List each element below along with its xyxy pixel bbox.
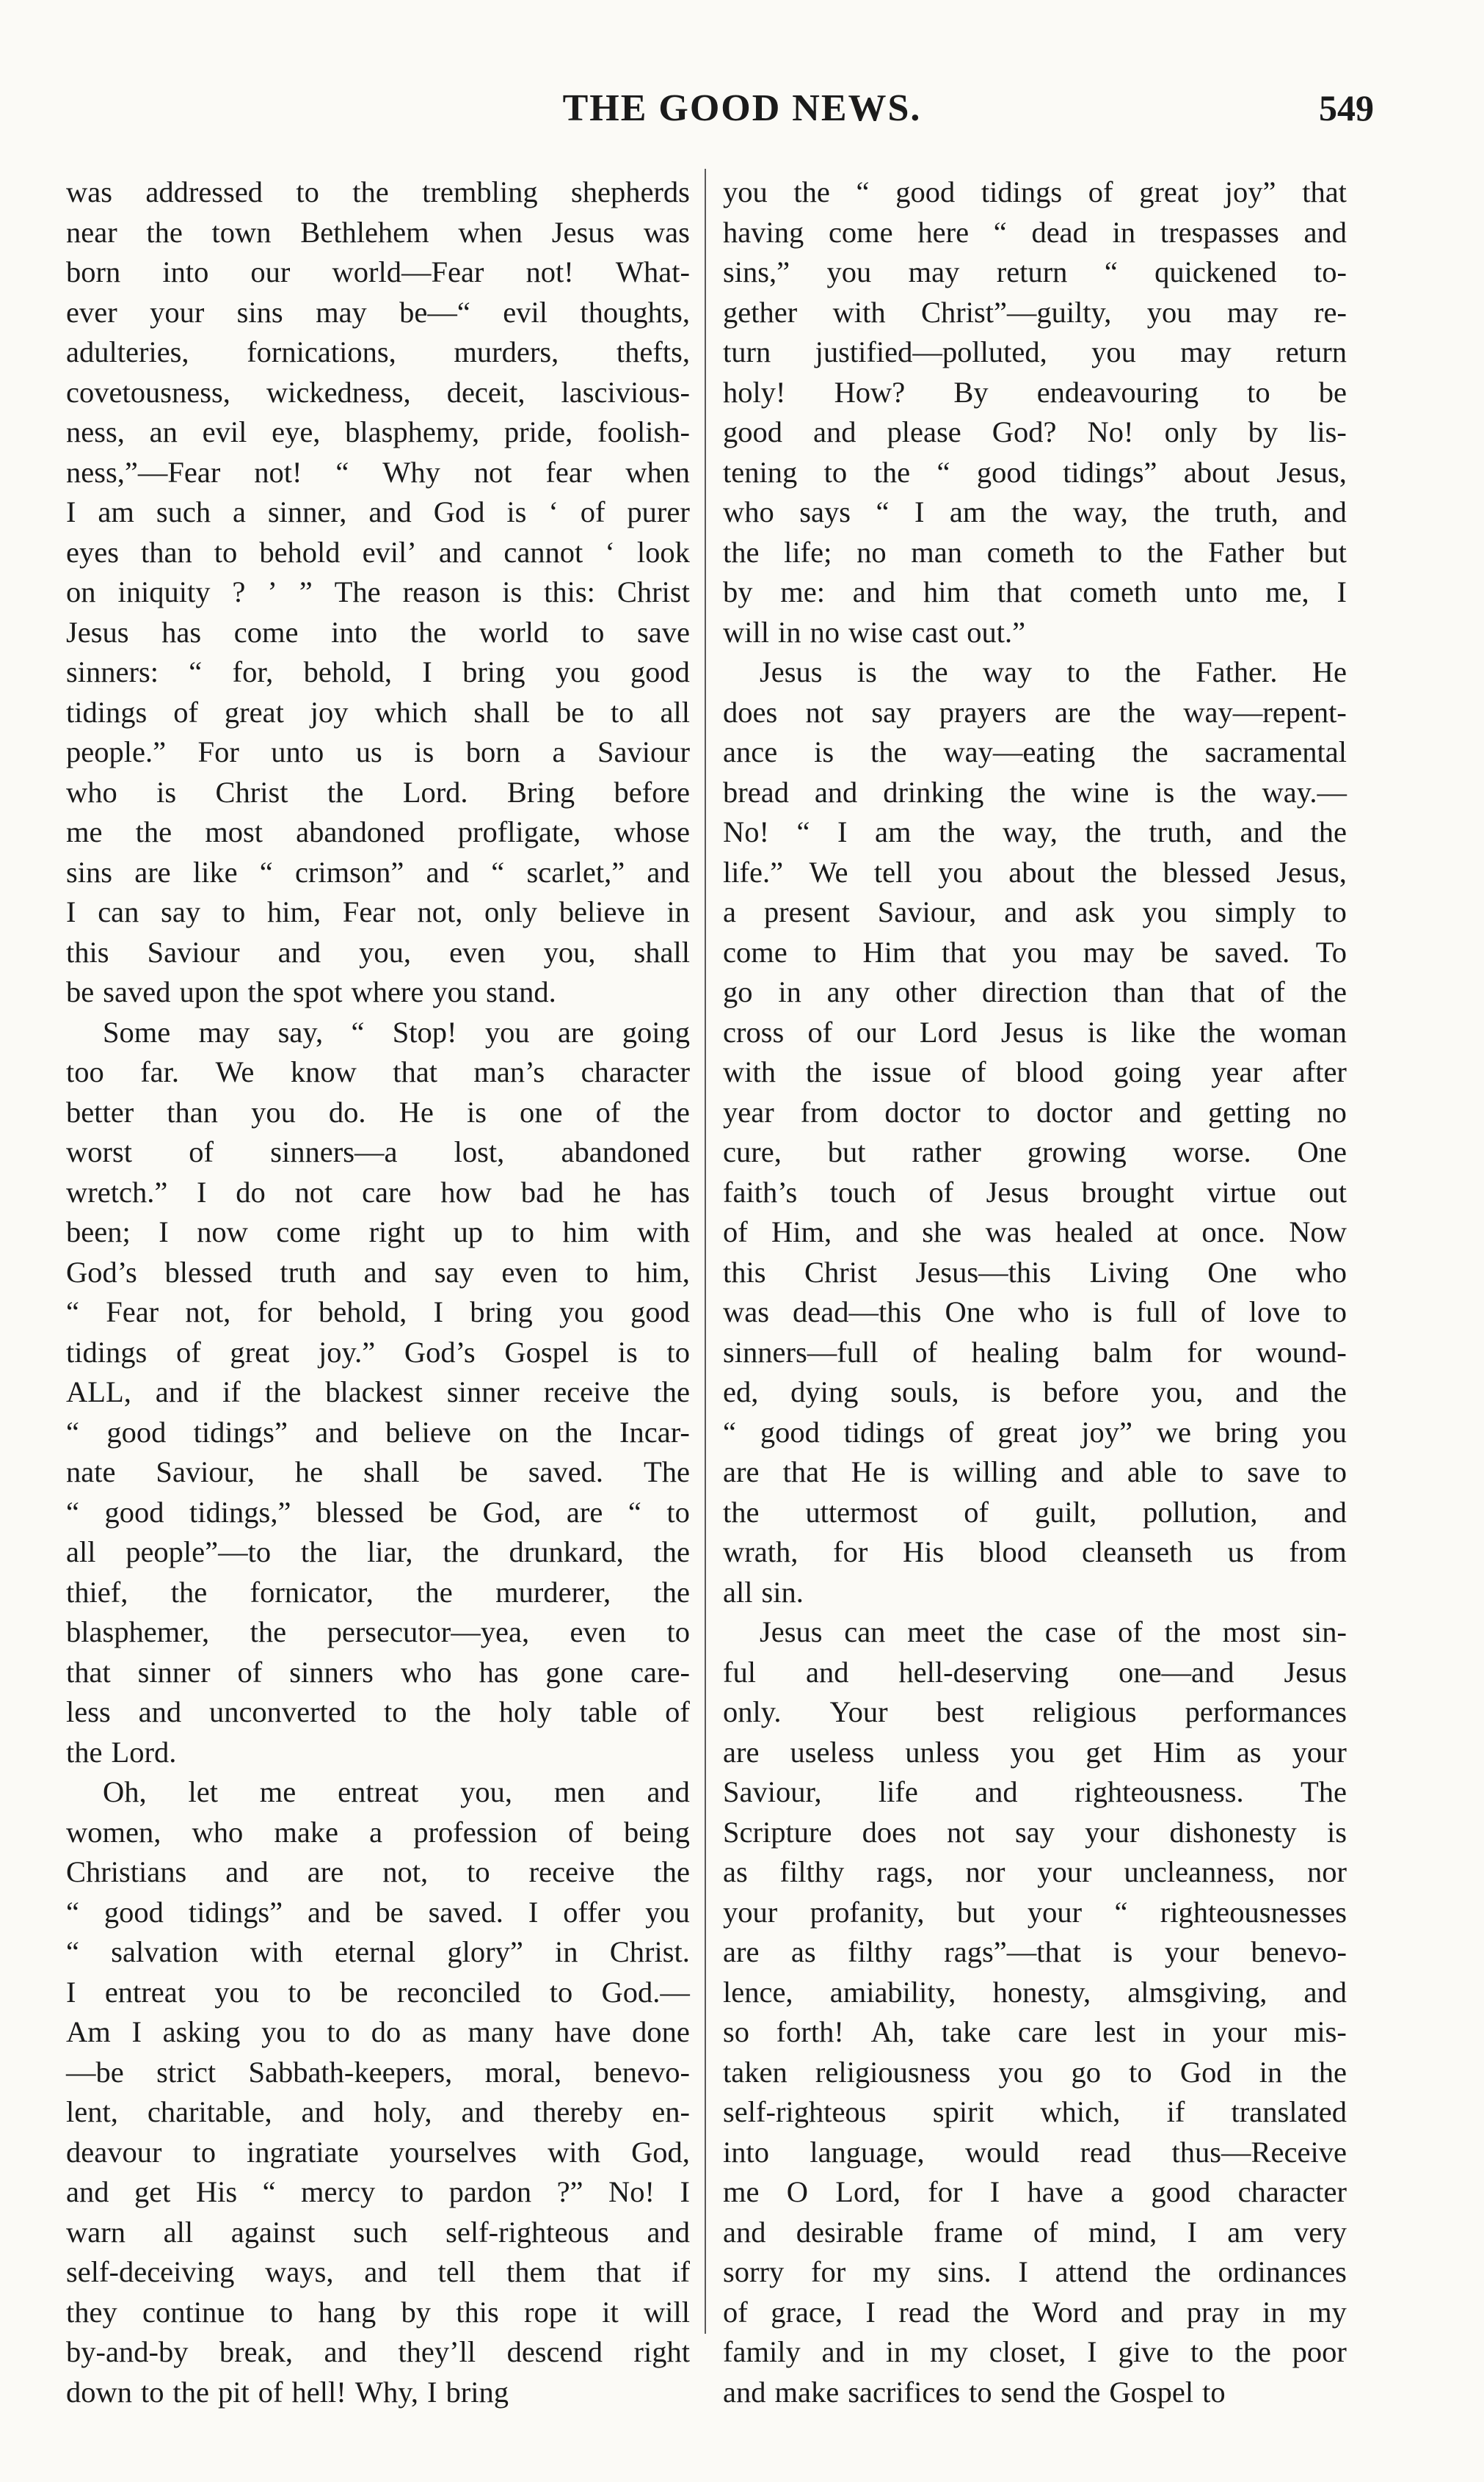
text-line: Jesus has come into the world to save bbox=[66, 615, 690, 649]
text-line: tening to the “ good tidings” about Jesus, bbox=[723, 455, 1347, 489]
text-line: taken religiousness you go to God in the bbox=[723, 2055, 1347, 2089]
paragraph bbox=[66, 172, 690, 1013]
text-line: deavour to ingratiate yourselves with God, bbox=[66, 2135, 690, 2169]
text-line: ALL, and if the blackest sinner receive the bbox=[66, 1375, 690, 1408]
text-line: less and unconverted to the holy table of bbox=[66, 1695, 690, 1728]
text-line: women, who make a profession of being bbox=[66, 1815, 690, 1849]
text-line: eyes than to behold evil’ and cannot ‘ look bbox=[66, 535, 690, 569]
text-line: “ salvation with eternal glory” in Christ. bbox=[66, 1935, 690, 1968]
text-line: sins,” you may return “ quickened to- bbox=[723, 255, 1347, 288]
text-line: ness, an evil eye, blasphemy, pride, foolish- bbox=[66, 415, 690, 448]
text-line: be saved upon the spot where you stand. bbox=[66, 975, 556, 1008]
text-line: you the “ good tidings of great joy” that bbox=[723, 175, 1347, 208]
text-line: all people”—to the liar, the drunkard, the bbox=[66, 1535, 690, 1568]
text-line: good and please God? No! only by lis- bbox=[723, 415, 1347, 448]
text-line: turn justified—polluted, you may return bbox=[723, 335, 1347, 368]
paragraph bbox=[723, 172, 1347, 652]
text-line: Jesus can meet the case of the most sin- bbox=[760, 1615, 1347, 1648]
text-line: “ good tidings” and believe on the Incar- bbox=[66, 1415, 690, 1449]
text-line: I entreat you to be reconciled to God.— bbox=[66, 1975, 690, 2009]
text-line: as filthy rags, nor your uncleanness, nor bbox=[723, 1855, 1347, 1888]
text-line: —be strict Sabbath-keepers, moral, benevo- bbox=[66, 2055, 690, 2089]
paragraph bbox=[66, 1772, 690, 2412]
text-line: worst of sinners—a lost, abandoned bbox=[66, 1135, 690, 1168]
text-line: sinners: “ for, behold, I bring you good bbox=[66, 655, 690, 688]
text-line: been; I now come right up to him with bbox=[66, 1215, 690, 1248]
text-line: that sinner of sinners who has gone care- bbox=[66, 1655, 690, 1689]
text-line: adulteries, fornications, murders, thefts, bbox=[66, 335, 690, 368]
text-line: better than you do. He is one of the bbox=[66, 1095, 690, 1129]
text-line: God’s blessed truth and say even to him, bbox=[66, 1255, 690, 1289]
left-column bbox=[66, 172, 690, 2412]
text-line: ness,”—Fear not! “ Why not fear when bbox=[66, 455, 690, 489]
text-line: people.” For unto us is born a Saviour bbox=[66, 735, 690, 768]
text-line: and make sacrifices to send the Gospel to bbox=[723, 2375, 1226, 2409]
text-line: by-and-by break, and they’ll descend right bbox=[66, 2335, 690, 2368]
paragraph bbox=[723, 652, 1347, 1612]
text-line: down to the pit of hell! Why, I bring bbox=[66, 2375, 509, 2409]
paragraph bbox=[723, 1612, 1347, 2412]
text-line: self-deceiving ways, and tell them that if bbox=[66, 2255, 690, 2288]
text-line: Scripture does not say your dishonesty is bbox=[723, 1815, 1347, 1849]
text-line: faith’s touch of Jesus brought virtue out bbox=[723, 1175, 1347, 1209]
text-line: your profanity, but your “ righteousnesses bbox=[723, 1895, 1347, 1929]
text-line: with the issue of blood going year after bbox=[723, 1055, 1347, 1088]
text-line: near the town Bethlehem when Jesus was bbox=[66, 215, 690, 249]
page-header bbox=[0, 87, 1484, 145]
text-line: lent, charitable, and holy, and thereby en- bbox=[66, 2095, 690, 2128]
text-line: year from doctor to doctor and getting no bbox=[723, 1095, 1347, 1129]
text-line: will in no wise cast out.” bbox=[723, 615, 1026, 649]
text-line: “ Fear not, for behold, I bring you good bbox=[66, 1295, 690, 1328]
text-line: the life; no man cometh to the Father but bbox=[723, 535, 1347, 569]
text-line: into language, would read thus—Receive bbox=[723, 2135, 1347, 2169]
text-line: gether with Christ”—guilty, you may re- bbox=[723, 295, 1347, 329]
text-line: No! “ I am the way, the truth, and the bbox=[723, 815, 1347, 848]
text-line: does not say prayers are the way—repent- bbox=[723, 695, 1347, 729]
text-line: Christians and are not, to receive the bbox=[66, 1855, 690, 1888]
text-line: of grace, I read the Word and pray in my bbox=[723, 2295, 1347, 2329]
text-line: the uttermost of guilt, pollution, and bbox=[723, 1495, 1347, 1529]
text-line: sorry for my sins. I attend the ordinances bbox=[723, 2255, 1347, 2288]
text-line: ful and hell-deserving one—and Jesus bbox=[723, 1655, 1347, 1689]
text-line: so forth! Ah, take care lest in your mis- bbox=[723, 2015, 1347, 2048]
text-line: this Saviour and you, even you, shall bbox=[66, 935, 690, 969]
text-line: ed, dying souls, is before you, and the bbox=[723, 1375, 1347, 1408]
text-line: warn all against such self-righteous and bbox=[66, 2215, 690, 2249]
running-title: THE GOOD NEWS. bbox=[562, 87, 922, 129]
text-line: me the most abandoned profligate, whose bbox=[66, 815, 690, 848]
page-number: 549 bbox=[1319, 87, 1374, 128]
text-line: they continue to hang by this rope it will bbox=[66, 2295, 690, 2329]
text-line: “ good tidings,” blessed be God, are “ to bbox=[66, 1495, 690, 1529]
text-line: sins are like “ crimson” and “ scarlet,” and bbox=[66, 855, 690, 889]
text-line: Jesus is the way to the Father. He bbox=[760, 655, 1347, 688]
text-line: lence, amiability, honesty, almsgiving, and bbox=[723, 1975, 1347, 2009]
text-line: bread and drinking the wine is the way.— bbox=[723, 775, 1347, 809]
text-line: go in any other direction than that of the bbox=[723, 975, 1347, 1008]
text-line: holy! How? By endeavouring to be bbox=[723, 375, 1347, 409]
text-line: ever your sins may be—“ evil thoughts, bbox=[66, 295, 690, 329]
text-line: was addressed to the trembling shepherds bbox=[66, 175, 690, 208]
text-line: who is Christ the Lord. Bring before bbox=[66, 775, 690, 809]
text-line: and desirable frame of mind, I am very bbox=[723, 2215, 1347, 2249]
text-line: I can say to him, Fear not, only believe in bbox=[66, 895, 690, 928]
text-line: a present Saviour, and ask you simply to bbox=[723, 895, 1347, 928]
text-line: cross of our Lord Jesus is like the woman bbox=[723, 1015, 1347, 1049]
text-line: this Christ Jesus—this Living One who bbox=[723, 1255, 1347, 1289]
text-line: ance is the way—eating the sacramental bbox=[723, 735, 1347, 768]
text-line: having come here “ dead in trespasses and bbox=[723, 215, 1347, 249]
text-line: are as filthy rags”—that is your benevo- bbox=[723, 1935, 1347, 1968]
text-line: cure, but rather growing worse. One bbox=[723, 1135, 1347, 1168]
text-line: Some may say, “ Stop! you are going bbox=[103, 1015, 690, 1049]
text-line: by me: and him that cometh unto me, I bbox=[723, 575, 1347, 608]
text-line: “ good tidings” and be saved. I offer you bbox=[66, 1895, 690, 1929]
text-line: and get His “ mercy to pardon ?” No! I bbox=[66, 2175, 690, 2208]
text-line: the Lord. bbox=[66, 1735, 177, 1769]
text-line: wretch.” I do not care how bad he has bbox=[66, 1175, 690, 1209]
text-line: wrath, for His blood cleanseth us from bbox=[723, 1535, 1347, 1568]
text-line: me O Lord, for I have a good character bbox=[723, 2175, 1347, 2208]
column-divider bbox=[705, 169, 706, 2334]
text-line: life.” We tell you about the blessed Jesus, bbox=[723, 855, 1347, 889]
text-line: thief, the fornicator, the murderer, the bbox=[66, 1575, 690, 1609]
text-line: tidings of great joy.” God’s Gospel is to bbox=[66, 1335, 690, 1369]
text-line: family and in my closet, I give to the poor bbox=[723, 2335, 1347, 2368]
text-line: on iniquity ? ’ ” The reason is this: Christ bbox=[66, 575, 690, 608]
text-line: born into our world—Fear not! What- bbox=[66, 255, 690, 288]
text-line: Oh, let me entreat you, men and bbox=[103, 1775, 690, 1808]
text-line: come to Him that you may be saved. To bbox=[723, 935, 1347, 969]
text-line: of Him, and she was healed at once. Now bbox=[723, 1215, 1347, 1248]
text-line: are useless unless you get Him as your bbox=[723, 1735, 1347, 1769]
text-line: tidings of great joy which shall be to all bbox=[66, 695, 690, 729]
text-line: “ good tidings of great joy” we bring you bbox=[723, 1415, 1347, 1449]
text-line: covetousness, wickedness, deceit, lascivious- bbox=[66, 375, 690, 409]
text-line: who says “ I am the way, the truth, and bbox=[723, 495, 1347, 528]
text-line: only. Your best religious performances bbox=[723, 1695, 1347, 1728]
text-line: all sin. bbox=[723, 1575, 804, 1609]
text-line: are that He is willing and able to save to bbox=[723, 1455, 1347, 1488]
text-line: nate Saviour, he shall be saved. The bbox=[66, 1455, 690, 1488]
paragraph bbox=[66, 1013, 690, 1773]
right-column bbox=[723, 172, 1347, 2412]
text-line: Saviour, life and righteousness. The bbox=[723, 1775, 1347, 1808]
text-line: Am I asking you to do as many have done bbox=[66, 2015, 690, 2048]
text-line: I am such a sinner, and God is ‘ of purer bbox=[66, 495, 690, 528]
text-line: too far. We know that man’s character bbox=[66, 1055, 690, 1088]
text-line: self-righteous spirit which, if translated bbox=[723, 2095, 1347, 2128]
text-line: was dead—this One who is full of love to bbox=[723, 1295, 1347, 1328]
text-line: sinners—full of healing balm for wound- bbox=[723, 1335, 1347, 1369]
text-line: blasphemer, the persecutor—yea, even to bbox=[66, 1615, 690, 1648]
